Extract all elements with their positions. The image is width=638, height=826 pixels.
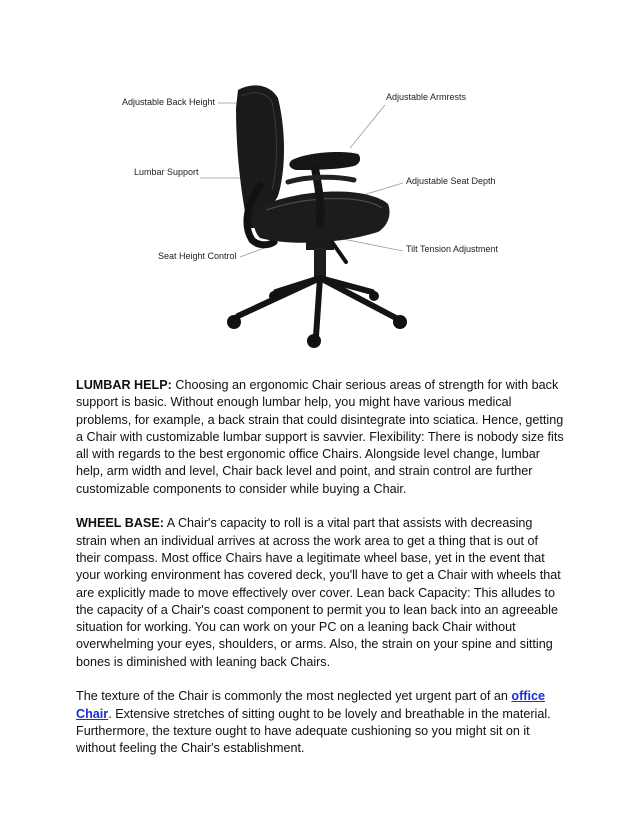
paragraph-wheel-base-text: A Chair's capacity to roll is a vital part that assists with decreasing strain when an individual arrives at across the work area to get a thing that is out of their compass. Most office Chairs have a legitimate wheel base, yet in the event that your working environment has covered deck, you'll have to get a Chair with wheels that are explicitly made to move effectively over cover. Lean back Capacity: This alludes to the capacity of a Chair's coast component to permit you to lean back into an agreeable situation for working. You can work on your PC on a leaning back Chair without overwhelming your eyes, shoulders, or arms. Also, the strain on your spine and sitting bones is diminished with leaning back Chairs. — [76, 516, 561, 669]
paragraph-texture-text-after: . Extensive stretches of sitting ought to be lovely and breathable in the material. Furthermore, the texture ought to have adequate cushioning so you might sit on it without feeling the Chair's establishment. — [76, 706, 551, 756]
label-adjustable-back-height: Adjustable Back Height — [122, 97, 216, 107]
label-seat-height-control: Seat Height Control — [158, 251, 237, 261]
paragraph-lumbar-help — [76, 377, 564, 498]
office-chair-illustration — [110, 78, 510, 353]
label-adjustable-armrests: Adjustable Armrests — [386, 92, 467, 102]
paragraph-wheel-base — [76, 515, 564, 671]
paragraph-texture — [76, 688, 564, 757]
office-chair-figure — [110, 78, 510, 353]
label-lumbar-support: Lumbar Support — [134, 167, 199, 177]
paragraph-texture-text-before: The texture of the Chair is commonly the most neglected yet urgent part of an — [76, 689, 512, 704]
office-chair-link[interactable]: office Chair — [76, 689, 546, 721]
heading-lumbar-help: LUMBAR HELP: — [76, 378, 172, 392]
label-tilt-tension-adjustment: Tilt Tension Adjustment — [406, 244, 499, 254]
label-adjustable-seat-depth: Adjustable Seat Depth — [406, 176, 496, 186]
article-body — [76, 377, 564, 775]
paragraph-lumbar-help-text: Choosing an ergonomic Chair serious areas of strength for with back support is basic. Without enough lumbar help, you might have various medical problems, for example, a back strain that could disintegrate into sciatica. Hence, getting a Chair with customizable lumbar support is savvier. Flexibility: There is nobody size fits all with regards to the best ergonomic office Chairs. Alongside level change, lumbar help, arm width and level, Chair back level and point, and strain control are further customizable components to consider while buying a Chair. — [76, 378, 564, 496]
heading-wheel-base: WHEEL BASE: — [76, 516, 164, 531]
